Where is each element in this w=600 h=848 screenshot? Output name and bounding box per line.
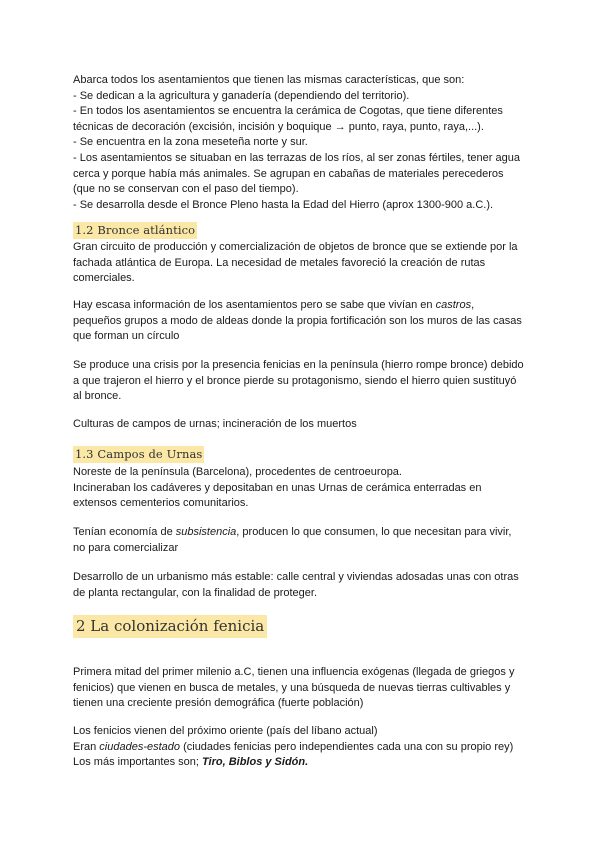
text-run: Tenían economía de bbox=[73, 526, 176, 538]
text-line: tienen una creciente presión demográfica (fuerte población) bbox=[73, 697, 364, 710]
text-line: a que trajeron el hierro y el bronce pierde su protagonismo, siendo el hierro quien sustituyó bbox=[73, 374, 517, 387]
intro-line: cerca y porque había más animales. Se agrupan en cabañas de materiales perecederos bbox=[73, 167, 504, 180]
heading-colonizacion-fenicia: 2 La colonización fenicia bbox=[73, 615, 267, 638]
intro-paragraph bbox=[73, 73, 533, 213]
s2-paragraph-1 bbox=[73, 665, 533, 712]
heading-campos-de-urnas: 1.3 Campos de Urnas bbox=[75, 447, 203, 461]
emphasis-castros: castros bbox=[435, 299, 472, 311]
intro-line: - En todos los asentamientos se encuentra la cerámica de Cogotas, que tiene diferentes bbox=[73, 105, 503, 118]
s12-paragraph-3 bbox=[73, 358, 533, 405]
text-line: Noreste de la península (Barcelona), procedentes de centroeuropa. bbox=[73, 466, 402, 478]
text-run: , producen lo que consumen, lo que necesitan para vivir, bbox=[236, 526, 512, 538]
text-line: comerciales. bbox=[73, 272, 135, 285]
text-line: fachada atlántica de Europa. La necesidad de metales favoreció la creación de rutas bbox=[73, 256, 486, 269]
text-line: no para comercializar bbox=[73, 541, 179, 554]
intro-line: Abarca todos los asentamientos que tienen las mismas características, que son: bbox=[73, 74, 465, 86]
text-line: Gran circuito de producción y comercialización de objetos de bronce que se extiende por la bbox=[73, 241, 518, 253]
s12-paragraph-1 bbox=[73, 240, 533, 287]
strong-cities: Tiro, Biblos y Sidón. bbox=[202, 756, 309, 769]
s13-paragraph-3 bbox=[73, 570, 533, 601]
s12-paragraph-2 bbox=[73, 298, 533, 345]
text-run: Hay escasa información de los asentamientos pero se sabe que vivían en bbox=[73, 299, 436, 311]
text-line: Los fenicios vienen del próximo oriente (país del líbano actual) bbox=[73, 725, 378, 737]
text-line: Desarrollo de un urbanismo más estable: calle central y viviendas adosadas unas con otras bbox=[73, 571, 519, 583]
text-line: fenicios) que vienen en busca de metales, y una búsqueda de nuevas tierras cultivables y bbox=[73, 681, 511, 694]
text-line: extensos cementerios comunitarios. bbox=[73, 497, 249, 510]
text-run: Eran bbox=[73, 740, 100, 753]
text-line: de planta rectangular, con la finalidad de proteger. bbox=[73, 586, 318, 599]
text-line: que forman un círculo bbox=[73, 330, 180, 343]
intro-line: (que no se conservan con el paso del tiempo). bbox=[73, 183, 299, 196]
text-line: al bronce. bbox=[73, 390, 122, 403]
intro-line: - Se desarrolla desde el Bronce Pleno hasta la Edad del Hierro (aprox 1300-900 a.C.). bbox=[73, 198, 494, 211]
emphasis-ciudades-estado: ciudades-estado bbox=[99, 740, 181, 753]
text-line bbox=[73, 298, 533, 314]
text-line bbox=[73, 525, 533, 541]
text-run: (ciudades fenicias pero independientes cada una con su propio rey) bbox=[180, 740, 514, 753]
intro-line: - Los asentamientos se situaban en las terrazas de los ríos, al ser zonas fértiles, tener agua bbox=[73, 151, 520, 164]
text-line: Primera mitad del primer milenio a.C, tienen una influencia exógenas (llegada de griegos y bbox=[73, 666, 515, 678]
intro-line: - Se dedican a la agricultura y ganadería (dependiendo del territorio). bbox=[73, 89, 410, 102]
emphasis-subsistencia: subsistencia bbox=[175, 526, 237, 538]
text-line bbox=[73, 740, 533, 756]
text-line: Se produce una crisis por la presencia fenicias en la península (hierro rompe bronce) debido bbox=[73, 359, 524, 371]
s12-paragraph-4 bbox=[73, 417, 533, 433]
text-run: , bbox=[471, 299, 475, 311]
text-line: Incineraban los cadáveres y depositaban en unas Urnas de cerámica enterradas en bbox=[73, 481, 482, 494]
text-line bbox=[73, 755, 533, 771]
intro-line: técnicas de decoración (excisión, incisión y boquique → punto, raya, punto, raya,...). bbox=[73, 120, 484, 133]
s2-paragraph-2 bbox=[73, 724, 533, 771]
intro-line: - Se encuentra en la zona meseteña norte y sur. bbox=[73, 136, 308, 149]
s13-paragraph-1 bbox=[73, 465, 533, 512]
s13-paragraph-2 bbox=[73, 525, 533, 556]
text-line: pequeños grupos a modo de aldeas donde la propia fortificación son los muros de las casas bbox=[73, 314, 522, 327]
text-run: Los más importantes son; bbox=[73, 756, 203, 769]
heading-bronce-atlantico: 1.2 Bronce atlántico bbox=[75, 223, 196, 237]
text-line: Culturas de campos de urnas; incineración de los muertos bbox=[73, 418, 357, 430]
